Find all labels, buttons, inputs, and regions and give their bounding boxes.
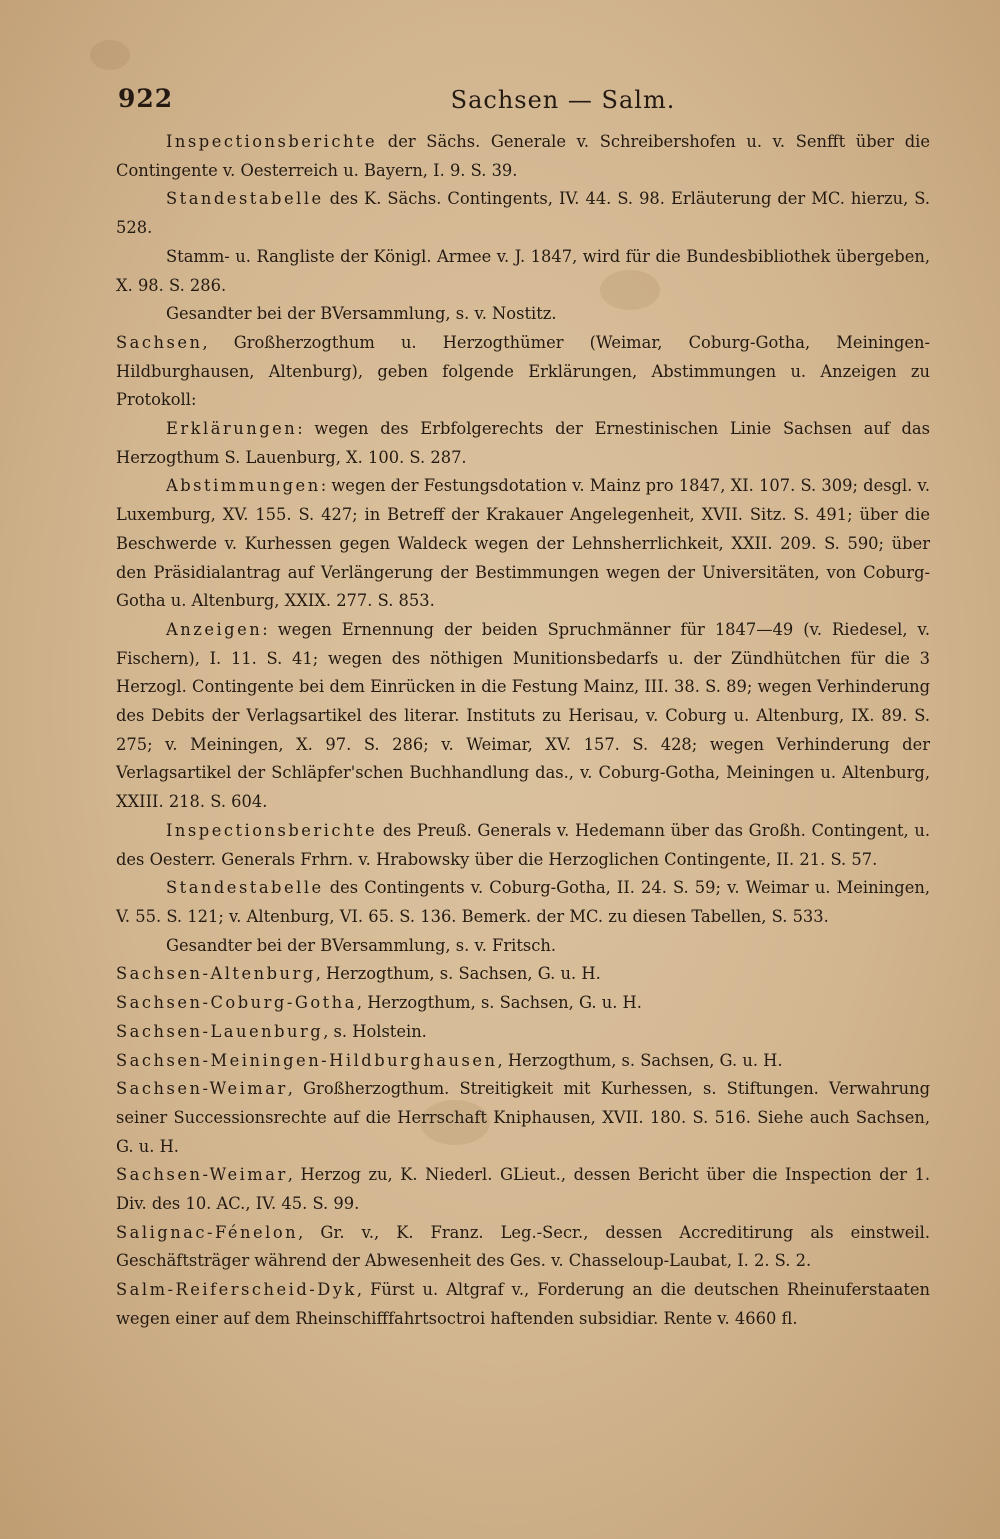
index-entry bbox=[116, 185, 930, 242]
entry-term: Standestabelle bbox=[166, 878, 324, 898]
entry-text: Stamm- u. Rangliste der Königl. Armee v. J. 1847, wird für die Bundesbibliothek übergeben, X. 98. S. 286. bbox=[116, 246, 930, 295]
entry-term: Sachsen-Coburg-Gotha bbox=[116, 993, 357, 1013]
entry-text: , Fürst u. Altgraf v., Forderung an die deutschen Rheinuferstaaten wegen einer auf dem Rheinschifffahrtsoctroi haftenden subsidiar. Rente v. 4660 fl. bbox=[116, 1280, 930, 1328]
entry-text: , Herzogthum, s. Sachsen, G. u. H. bbox=[497, 1050, 783, 1070]
index-entry bbox=[116, 1161, 930, 1218]
index-entry bbox=[116, 932, 930, 961]
entry-text: des Contingents v. Coburg-Gotha, II. 24. S. 59; v. Weimar u. Meiningen, V. 55. S. 121; v. Altenburg, VI. 65. S. 136. Bemerk. der MC. zu diesen Tabellen, S. 533. bbox=[116, 878, 930, 926]
index-entry bbox=[116, 472, 930, 616]
index-entry bbox=[116, 960, 930, 989]
index-entry bbox=[116, 1219, 930, 1276]
index-entry bbox=[116, 874, 930, 931]
index-entries bbox=[116, 128, 930, 1334]
entry-term: Inspectionsberichte bbox=[166, 820, 378, 840]
index-entry bbox=[116, 1075, 930, 1161]
entry-text: , Herzog zu, K. Niederl. GLieut., dessen Bericht über die Inspection der 1. Div. des 10. AC., IV. 45. S. 99. bbox=[116, 1165, 930, 1214]
entry-term: Sachsen-Altenburg bbox=[116, 964, 316, 984]
entry-term: Salignac-Fénelon bbox=[116, 1222, 299, 1242]
entry-text: : wegen Ernennung der beiden Spruchmänner für 1847—49 (v. Riedesel, v. Fischern), I. 11. S. 41; wegen des nöthigen Munitionsbedarfs u. der Zündhütchen für die 3 Herzogl. Contingente bei dem Einrücken in die Festung Mainz, III. 38. S. 89; wegen Verhinderung des Debits der Verlagsartikel des literar. Instituts zu Herisau, v. Coburg u. Altenburg, IX. 89. S. 275; v. Meiningen, X. 97. S. 286; v. Weimar, XV. 157. S. 428; wegen Verhinderung der Verlagsartikel der Schläpfer'schen Buchhandlung das., v. Coburg-Gotha, Meiningen u. Altenburg, XXIII. 218. S. 604. bbox=[116, 619, 930, 812]
entry-text: : wegen der Festungsdotation v. Mainz pro 1847, XI. 107. S. 309; desgl. v. Luxemburg, XV. 155. S. 427; in Betreff der Krakauer Angelegenheit, XVII. Sitz. S. 491; über die Beschwerde v. Kurhessen gegen Waldeck wegen der Lehnsherrlichkeit, XXII. 209. S. 590; über den Präsidialantrag auf Verlängerung der Bestimmungen wegen der Universitäten, von Coburg-Gotha u. Altenburg, XXIX. 277. S. 853. bbox=[116, 476, 930, 611]
entry-text: der Sächs. Generale v. Schreibershofen u. v. Senfft über die Contingente v. Oesterreich u. Bayern, I. 9. S. 39. bbox=[116, 132, 930, 180]
entry-term: Erklärungen bbox=[166, 419, 298, 439]
entry-text: , Herzogthum, s. Sachsen, G. u. H. bbox=[315, 964, 601, 984]
index-entry bbox=[116, 128, 930, 185]
entry-text: : wegen des Erbfolgerechts der Ernestinischen Linie Sachsen auf das Herzogthum S. Lauenburg, X. 100. S. 287. bbox=[116, 419, 930, 467]
entry-text: des Preuß. Generals v. Hedemann über das Großh. Contingent, u. des Oesterr. Generals Frhrn. v. Hrabowsky über die Herzoglichen Contingente, II. 21. S. 57. bbox=[116, 820, 930, 869]
index-entry bbox=[116, 616, 930, 817]
paper-stain bbox=[90, 40, 130, 70]
index-entry bbox=[116, 329, 930, 415]
entry-text: Gesandter bei der BVersammlung, s. v. Fritsch. bbox=[166, 935, 557, 955]
entry-term: Anzeigen bbox=[166, 619, 263, 639]
index-entry bbox=[116, 989, 930, 1018]
entry-term: Sachsen bbox=[116, 332, 203, 352]
entry-term: Sachsen-Meiningen-Hildburghausen bbox=[116, 1050, 498, 1070]
entry-term: Sachsen-Lauenburg bbox=[116, 1021, 324, 1041]
entry-term: Salm-Reiferscheid-Dyk bbox=[116, 1280, 357, 1300]
index-entry bbox=[116, 1018, 930, 1047]
entry-text: Gesandter bei der BVersammlung, s. v. Nostitz. bbox=[166, 304, 557, 324]
entry-text: , Gr. v., K. Franz. Leg.-Secr., dessen Accreditirung als einstweil. Geschäftsträger während der Abwesenheit des Ges. v. Chasseloup-Laubat, I. 2. S. 2. bbox=[116, 1222, 930, 1271]
index-entry bbox=[116, 817, 930, 874]
index-entry bbox=[116, 1276, 930, 1333]
index-entry bbox=[116, 1047, 930, 1076]
entry-text: , Großherzogthum u. Herzogthümer (Weimar, Coburg-Gotha, Meiningen-Hildburghausen, Altenburg), geben folgende Erklärungen, Abstimmungen u. Anzeigen zu Protokoll: bbox=[116, 332, 930, 410]
page-header bbox=[118, 84, 928, 124]
entry-text: des K. Sächs. Contingents, IV. 44. S. 98. Erläuterung der MC. hierzu, S. 528. bbox=[116, 189, 930, 238]
page-number: 922 bbox=[118, 84, 174, 113]
index-entry bbox=[116, 243, 930, 300]
running-head: Sachsen — Salm. bbox=[450, 86, 676, 114]
entry-term: Sachsen-Weimar bbox=[116, 1079, 288, 1099]
entry-term: Standestabelle bbox=[166, 189, 324, 209]
entry-term: Sachsen-Weimar bbox=[116, 1165, 288, 1185]
entry-text: , Herzogthum, s. Sachsen, G. u. H. bbox=[356, 993, 642, 1013]
entry-term: Inspectionsberichte bbox=[166, 132, 378, 151]
entry-term: Abstimmungen bbox=[166, 476, 321, 496]
entry-text: , Großherzogthum. Streitigkeit mit Kurhessen, s. Stiftungen. Verwahrung seiner Successionsrechte auf die Herrschaft Kniphausen, XVII. 180. S. 516. Siehe auch Sachsen, G. u. H. bbox=[116, 1079, 930, 1156]
index-entry bbox=[116, 415, 930, 472]
index-entry bbox=[116, 300, 930, 329]
entry-text: , s. Holstein. bbox=[323, 1021, 427, 1041]
